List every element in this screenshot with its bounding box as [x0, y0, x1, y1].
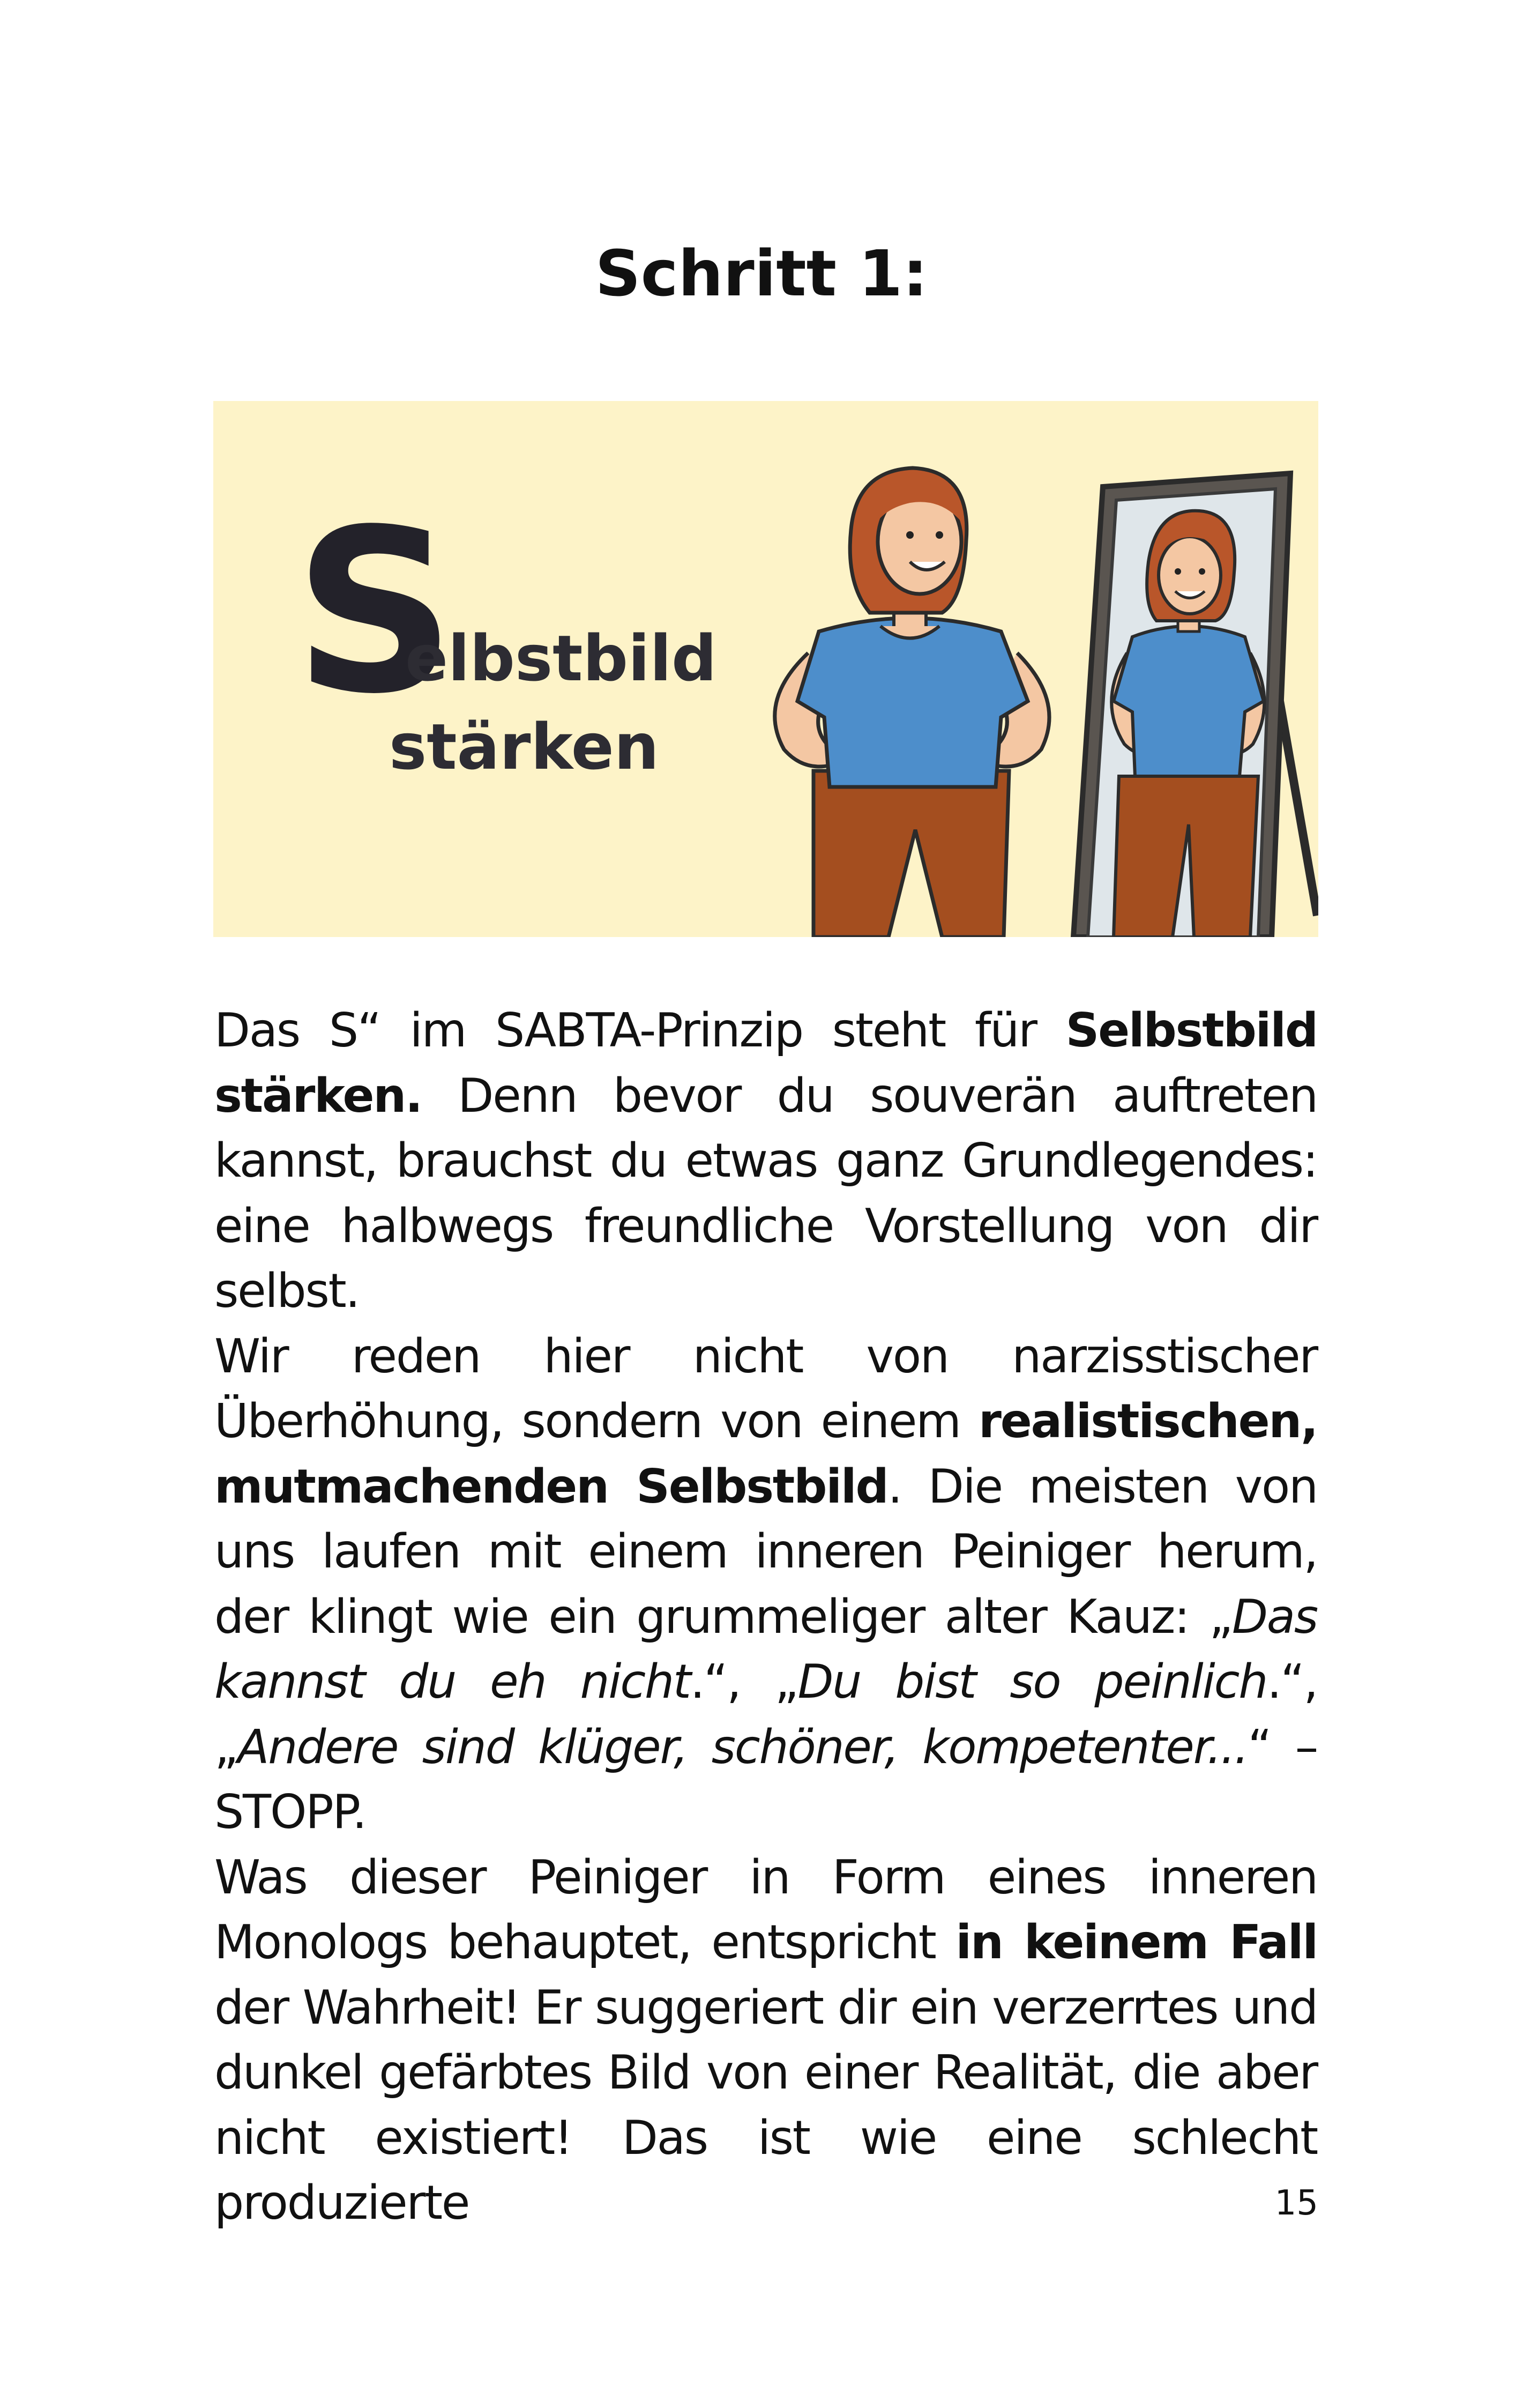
- text-run: Andere sind klüger, schöner, kompetenter...: [237, 1719, 1248, 1774]
- illustration-word-selbstbild: elbstbild: [405, 621, 717, 695]
- text-run: Das S“ im SABTA-Prinzip steht für: [214, 1003, 1066, 1058]
- page-title: Schritt 1:: [595, 236, 928, 310]
- illustration-word-staerken: stärken: [389, 710, 659, 784]
- text-run: Denn bevor du souverän auftreten kannst, brauchst du etwas ganz Grundlegendes: eine halbwegs freundliche Vorstellung von dir selbst.: [214, 1068, 1317, 1318]
- paragraph-1: [214, 998, 1317, 1324]
- page-number: 15: [1274, 2183, 1318, 2223]
- text-run: “ – STOPP.: [214, 1719, 1317, 1839]
- text-run: Du bist so peinlich: [797, 1654, 1267, 1709]
- selbstbild-illustration: [213, 401, 1318, 937]
- text-run: .“, „: [214, 1654, 1317, 1774]
- text-run: . Die meisten von uns laufen mit einem inneren Peiniger herum, der klingt wie ein grummeliger alter Kauz: „: [214, 1459, 1317, 1644]
- body-text: [214, 998, 1317, 2236]
- text-run: Das kannst du eh nicht: [214, 1589, 1317, 1709]
- text-run: Was dieser Peiniger in Form eines inneren Monologs behauptet, entspricht: [214, 1849, 1317, 1969]
- text-run: Wir reden hier nicht von narzisstischer Überhöhung, sondern von einem: [214, 1328, 1317, 1448]
- text-run: realistischen, mutmachenden Selbstbild: [214, 1394, 1317, 1514]
- big-initial-s: S: [294, 481, 456, 744]
- paragraph-2: [214, 1324, 1317, 1845]
- text-run: Selbstbild stärken.: [214, 1003, 1317, 1123]
- text-run: in keinem Fall: [955, 1915, 1317, 1969]
- paragraph-3: [214, 1845, 1317, 2236]
- text-run: der Wahrheit! Er suggeriert dir ein verzerrtes und dunkel gefärbtes Bild von einer Realität, die aber nicht existiert! Das ist wie eine schlecht produzierte: [214, 1980, 1317, 2230]
- text-run: .“, „: [690, 1654, 798, 1709]
